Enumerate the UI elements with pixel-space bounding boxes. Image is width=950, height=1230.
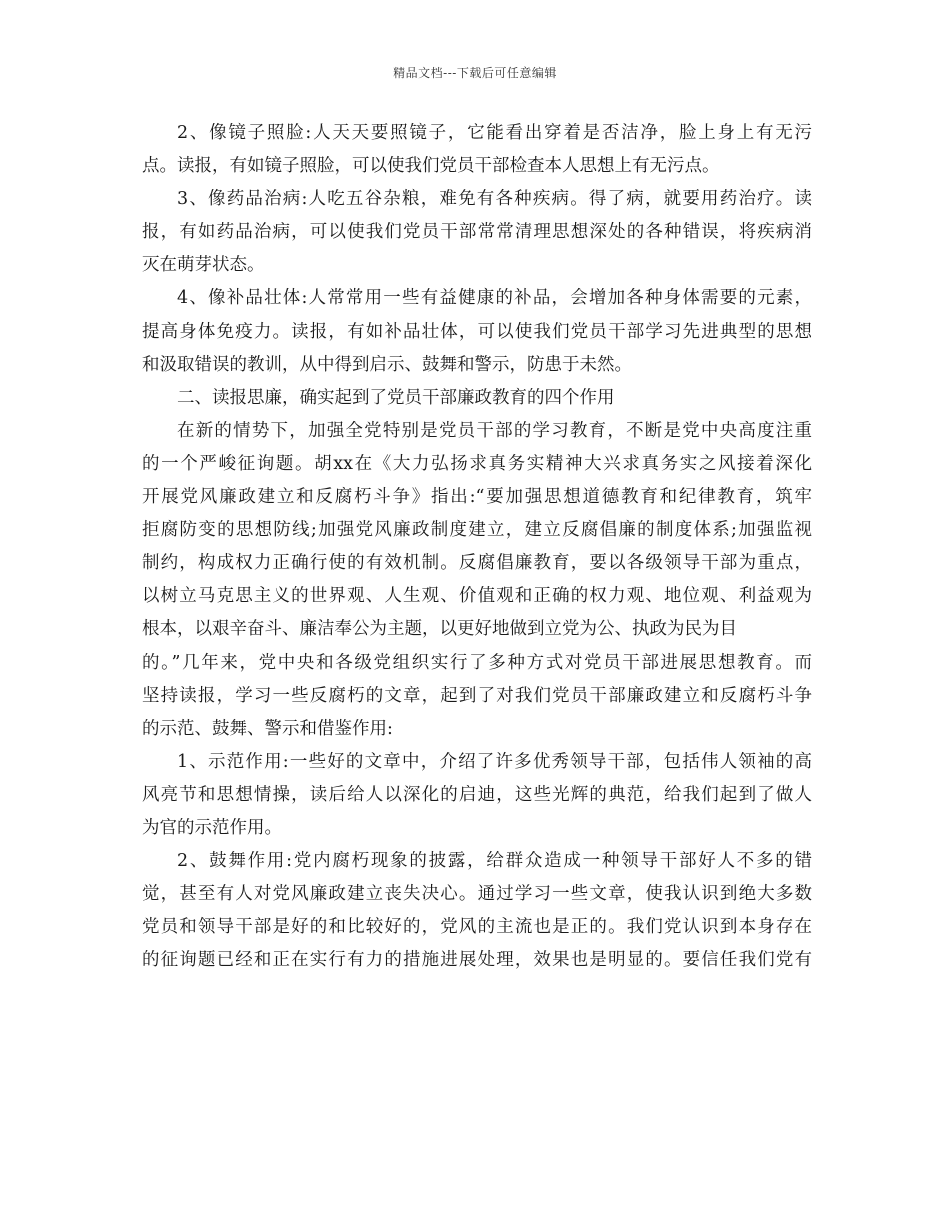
text-line: 觉，甚至有人对党风廉政建立丧失决心。通过学习一些文章，使我认识到绝大多数 bbox=[142, 884, 812, 905]
text-line: 灭在萌芽状态。 bbox=[142, 255, 265, 276]
text-line: 二、读报思廉，确实起到了党员干部廉政教育的四个作用 bbox=[177, 387, 615, 408]
text-line: 的征询题已经和正在实行有力的措施进展处理，效果也是明显的。要信任我们党有 bbox=[142, 950, 812, 971]
text-line: 以树立马克思主义的世界观、人生观、价值观和正确的权力观、地位观、利益观为 bbox=[142, 586, 812, 607]
text-line: 2、鼓舞作用:党内腐朽现象的披露，给群众造成一种领导干部好人不多的错 bbox=[177, 851, 812, 872]
text-line: 坚持读报，学习一些反腐朽的文章，起到了对我们党员干部廉政建立和反腐朽斗争 bbox=[142, 685, 812, 706]
text-line: 1、示范作用:一些好的文章中，介绍了许多优秀领导干部，包括伟人领袖的高 bbox=[177, 751, 812, 772]
text-line: 根本，以艰辛奋斗、廉洁奉公为主题，以更好地做到立党为公、执政为民为目 bbox=[142, 619, 737, 640]
text-line: 拒腐防变的思想防线;加强党风廉政制度建立，建立反腐倡廉的制度体系;加强监视 bbox=[142, 520, 812, 541]
text-line: 点。读报，有如镜子照脸，可以使我们党员干部检查本人思想上有无污点。 bbox=[142, 156, 720, 177]
text-line: 制约，构成权力正确行使的有效机制。反腐倡廉教育，要以各级领导干部为重点， bbox=[142, 553, 812, 574]
text-line: 报，有如药品治病，可以使我们党员干部常常清理思想深处的各种错误，将疾病消 bbox=[142, 222, 812, 243]
document-body bbox=[142, 117, 812, 977]
text-line: 在新的情势下，加强全党特别是党员干部的学习教育，不断是党中央高度注重 bbox=[177, 420, 812, 441]
text-line: 开展党风廉政建立和反腐朽斗争》指出:“要加强思想道德教育和纪律教育，筑牢 bbox=[142, 487, 812, 508]
text-line: 的示范、鼓舞、警示和借鉴作用: bbox=[142, 718, 393, 739]
text-line: 的一个严峻征询题。胡xx在《大力弘扬求真务实精神大兴求真务实之风接着深化 bbox=[142, 453, 812, 474]
text-line: 风亮节和思想情操，读后给人以深化的启迪，这些光辉的典范，给我们起到了做人 bbox=[142, 784, 812, 805]
page-header: 精品文档---下载后可任意编辑 bbox=[393, 66, 557, 80]
text-line: 的。”几年来，党中央和各级党组织实行了多种方式对党员干部进展思想教育。而 bbox=[142, 652, 812, 673]
text-line: 和汲取错误的教训，从中得到启示、鼓舞和警示，防患于未然。 bbox=[142, 354, 632, 375]
text-line: 2、像镜子照脸:人天天要照镜子，它能看出穿着是否洁净，脸上身上有无污 bbox=[177, 123, 812, 143]
text-line: 提高身体免疫力。读报，有如补品壮体，可以使我们党员干部学习先进典型的思想 bbox=[142, 321, 812, 342]
text-line: 4、像补品壮体:人常常用一些有益健康的补品，会增加各种身体需要的元素， bbox=[177, 288, 812, 309]
text-line: 党员和领导干部是好的和比较好的，党风的主流也是正的。我们党认识到本身存在 bbox=[142, 917, 812, 938]
text-line: 为官的示范作用。 bbox=[142, 817, 282, 838]
text-line: 3、像药品治病:人吃五谷杂粮，难免有各种疾病。得了病，就要用药治疗。读 bbox=[177, 189, 812, 210]
